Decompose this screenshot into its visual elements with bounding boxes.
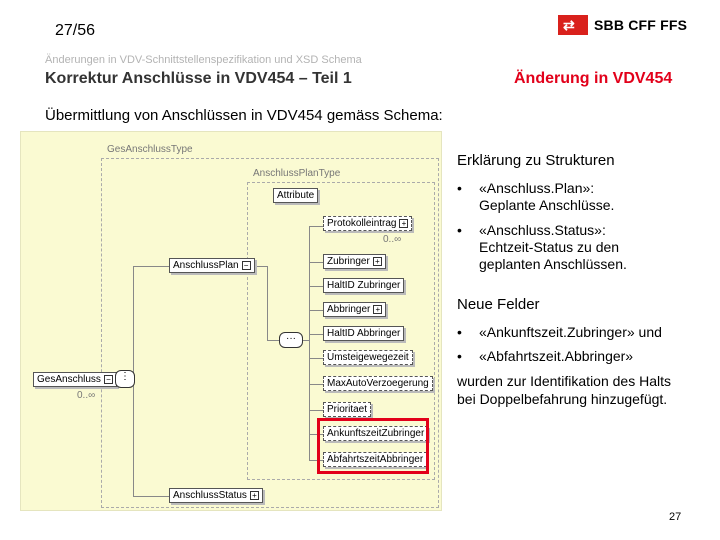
footer-page-number: 27 — [669, 511, 682, 523]
slide-subtitle: Änderungen in VDV-Schnittstellenspezifikation und XSD Schema — [45, 54, 362, 66]
intro-text: Übermittlung von Anschlüssen in VDV454 gemäss Schema: — [45, 107, 443, 124]
bullet-anschluss-plan: • «Anschluss.Plan»: Geplante Anschlüsse. — [457, 180, 615, 213]
slide-title: Korrektur Anschlüsse in VDV454 – Teil 1 — [45, 70, 352, 87]
node-prioritaet[interactable]: Prioritaet — [323, 402, 371, 417]
page-counter: 27/56 — [55, 22, 96, 39]
new-fields-heading: Neue Felder — [457, 296, 540, 313]
plan-type-label: AnschlussPlanType — [253, 168, 341, 179]
node-haltid-zubringer[interactable]: HaltID Zubringer — [323, 278, 404, 293]
attribute-node[interactable]: Attribute — [273, 188, 318, 203]
bullet-abfahrtszeit: • «Abfahrtszeit.Abbringer» — [457, 348, 634, 364]
choice-icon: ⋮ — [115, 370, 135, 388]
change-label: Änderung in VDV454 — [514, 70, 673, 87]
node-abbringer[interactable]: Abbringer + — [323, 302, 386, 317]
node-abfahrtszeit-abbringer[interactable]: AbfahrtszeitAbbringer — [323, 452, 427, 467]
node-protokolleintrag[interactable]: Protokolleintrag + — [323, 216, 412, 231]
schema-diagram — [20, 131, 442, 511]
sequence-icon: ··· — [279, 332, 303, 348]
node-maxautoverzoegerung[interactable]: MaxAutoVerzoegerung — [323, 376, 433, 391]
node-umsteigewegezeit[interactable]: Umsteigewegezeit — [323, 350, 413, 365]
ges-multiplicity: 0..∞ — [77, 390, 96, 401]
node-ankunftszeit-zubringer[interactable]: AnkunftszeitZubringer — [323, 426, 428, 441]
node-anschluss-status[interactable]: AnschlussStatus + — [169, 488, 263, 503]
sbb-logo — [558, 14, 698, 36]
outer-type-label: GesAnschlussType — [107, 144, 193, 155]
sbb-logo-icon: ⇄ — [558, 15, 588, 35]
proto-multiplicity: 0..∞ — [383, 234, 402, 245]
structures-heading: Erklärung zu Strukturen — [457, 152, 615, 169]
new-fields-highlight — [317, 418, 429, 474]
node-ges-anschluss[interactable]: GesAnschluss − — [33, 372, 117, 387]
bullet-anschluss-status: • «Anschluss.Status»: Echtzeit-Status zu den geplanten Anschlüssen. — [457, 222, 627, 272]
node-zubringer[interactable]: Zubringer + — [323, 254, 386, 269]
new-fields-note: wurden zur Identifikation des Halts bei Doppelbefahrung hinzugefügt. — [457, 373, 671, 407]
node-haltid-abbringer[interactable]: HaltID Abbringer — [323, 326, 404, 341]
bullet-ankunftszeit: • «Ankunftszeit.Zubringer» und — [457, 324, 662, 340]
logo-text: SBB CFF FFS — [594, 17, 688, 33]
node-anschluss-plan[interactable]: AnschlussPlan − — [169, 258, 255, 273]
